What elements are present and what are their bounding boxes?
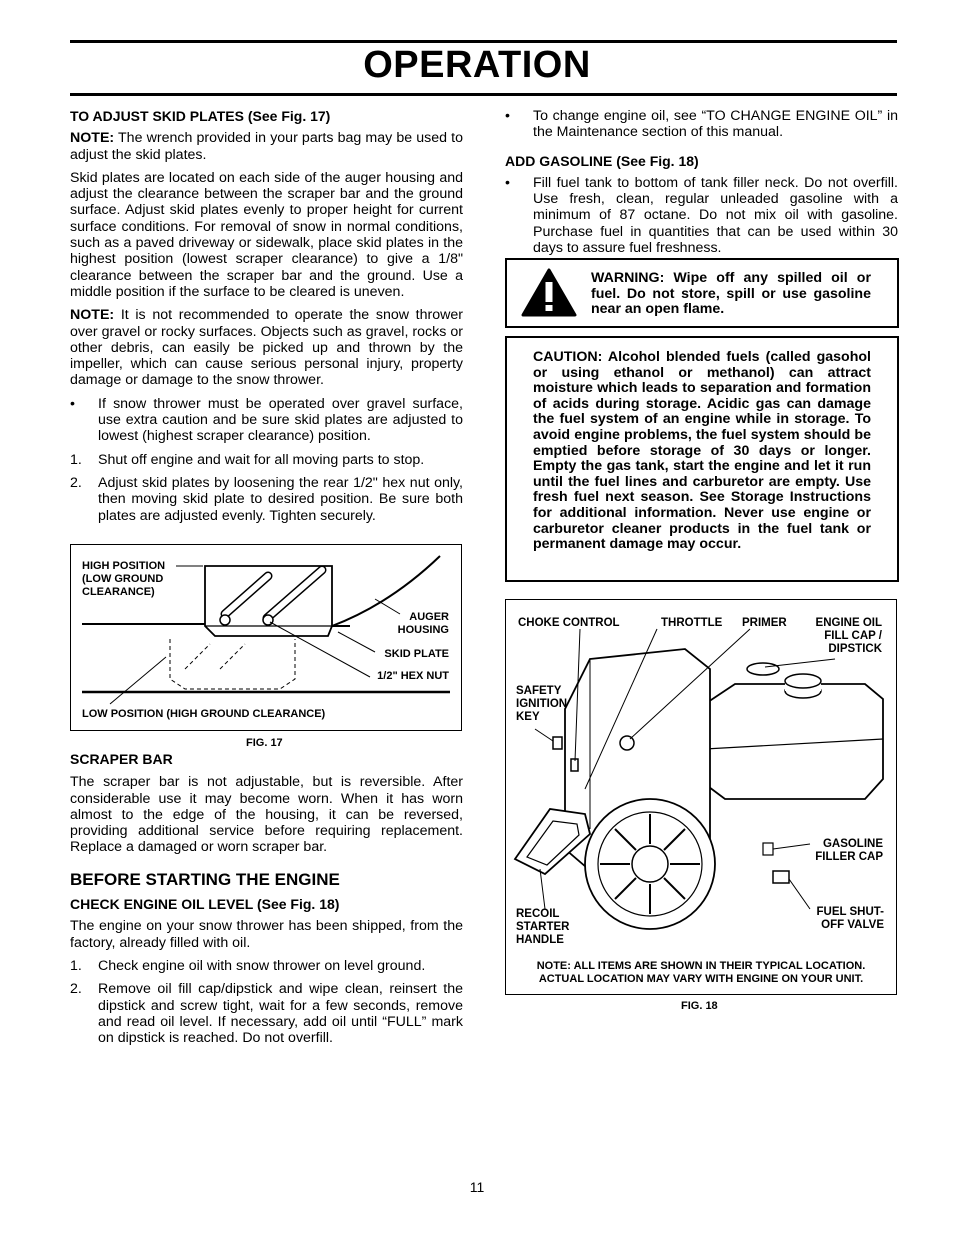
gasoline-bullet-text: Fill fuel tank to bottom of tank filler neck. Do not overfill. Use fresh, clean, regular unleaded gasoline with a minimum of 87 octane. Do not mix oil with gasoline. Purchase fuel in quantities that can be used within 30 days to assure fuel freshness. [533, 174, 898, 257]
scraper-bar-heading: SCRAPER BAR [70, 751, 173, 767]
primer-button [620, 736, 634, 750]
fuel-shutoff-valve [773, 871, 789, 883]
before-starting-heading: BEFORE STARTING THE ENGINE [70, 869, 340, 889]
label-low-position: LOW POSITION (HIGH GROUND CLEARANCE) [82, 708, 326, 720]
page-title: OPERATION [363, 44, 591, 86]
step-number: 1. [70, 957, 82, 974]
step-2-text: Adjust skid plates by loosening the rear 1/2" hex nut only, then moving skid plate to desired position. Be sure both plates are adjusted evenly. Tighten securely. [98, 474, 463, 524]
fuel-tank [705, 684, 883, 799]
warning-triangle-icon [521, 268, 577, 318]
fig18-note: NOTE: ALL ITEMS ARE SHOWN IN THEIR TYPICAL LOCATION. ACTUAL LOCATION MAY VARY WITH ENGINE ON YOUR UNIT. [536, 960, 866, 985]
step-2 [70, 475, 463, 524]
label-throttle: THROTTLE [661, 617, 723, 629]
label-fuel-shutoff-valve: FUEL SHUT- OFF VALVE [816, 906, 884, 931]
choke-lever [571, 759, 578, 771]
oil-step-2 [70, 981, 463, 1046]
label-safety-ignition-key: SAFETY IGNITION KEY [516, 685, 568, 723]
step-1 [70, 452, 463, 468]
scraper-bar-paragraph: The scraper bar is not adjustable, but is reversible. After considerable use it may become worn. When it has worn almost to the edge of the housing, it can be reversed, providing additional service before requiring replacement. Replace a damaged or worn scraper bar. [70, 774, 463, 856]
change-oil-bullet [505, 108, 898, 141]
right-column-top [505, 108, 898, 263]
ignition-key [553, 737, 562, 749]
note-gravel [70, 307, 463, 388]
step-number: 1. [70, 451, 82, 468]
skid-plate-low-dashed [170, 639, 295, 689]
header-rule-bottom [70, 93, 897, 96]
label-hex-nut: 1/2" HEX NUT [377, 670, 449, 682]
oil-step-2-text: Remove oil fill cap/dipstick and wipe clean, reinsert the dipstick and screw tight, wait for a few seconds, remove and read oil level. If necessary, add oil until “FULL” mark on dipstick is reached. Do not overfill. [98, 981, 463, 1047]
check-oil-paragraph: The engine on your snow thrower has been shipped, from the factory, already filled with oil. [70, 918, 463, 951]
label-high-position: HIGH POSITION (LOW GROUND CLEARANCE) [82, 560, 166, 598]
caution-text: CAUTION: Alcohol blended fuels (called gasohol or using ethanol or methanol) can attract moisture which leads to separation and formation of acids during storage. Acidic gas can damage the fuel system of an engine while in storage. To avoid engine problems, the fuel system should be emptied before storage of 30 days or longer. Empty the gas tank, start the engine and let it run until the fuel lines and carburetor are empty. Use fresh fuel next season. See Storage Instructions for additional information. Never use engine or carburetor cleaner products in the fuel tank or permanent damage may occur. [533, 349, 871, 553]
label-auger-housing: AUGER HOUSING [397, 611, 449, 636]
skid-plates-paragraph: Skid plates are located on each side of the auger housing and adjust the clearance between the scraper bar and the ground surface. Adjust skid plates evenly to proper height for current surface conditions. For removal of snow in normal conditions, such as a paved driveway or sidewalk, place skid plates in the highest position (lowest scraper clearance) to give a 1/8" clearance between the scraper bar and the ground. Use a middle position if the surface to be cleared is uneven. [70, 169, 463, 300]
gasoline-bullet [505, 175, 898, 256]
gravel-bullet [70, 396, 463, 445]
warning-box [505, 258, 899, 328]
warning-text: WARNING: Wipe off any spilled oil or fuel. Do not store, spill or use gasoline near an open flame. [591, 270, 871, 318]
label-primer: PRIMER [742, 617, 787, 629]
label-engine-oil-cap: ENGINE OIL FILL CAP / DIPSTICK [815, 617, 882, 655]
note-wrench [70, 130, 463, 163]
change-oil-text: To change engine oil, see “TO CHANGE ENGINE OIL” in the Maintenance section of this manual. [533, 108, 898, 141]
fig18-caption: FIG. 18 [681, 1000, 718, 1012]
fig17-caption: FIG. 17 [246, 737, 283, 749]
label-skid-plate: SKID PLATE [384, 648, 449, 660]
oil-step-1-text: Check engine oil with snow thrower on level ground. [98, 957, 426, 974]
bullet-mark: • [505, 174, 510, 191]
gravel-bullet-text: If snow thrower must be operated over gravel surface, use extra caution and be sure skid plates are adjusted to lowest (highest scraper clearance) position. [98, 395, 463, 445]
page-number: 11 [469, 1179, 485, 1195]
note-label: NOTE: [70, 130, 115, 147]
oil-fill-cap [747, 663, 779, 675]
step-number: 2. [70, 981, 82, 998]
bullet-mark: • [70, 395, 75, 412]
label-gasoline-filler-cap: GASOLINE FILLER CAP [815, 838, 883, 863]
note-label: NOTE: [70, 307, 115, 324]
caution-box [505, 336, 899, 582]
oil-step-1 [70, 958, 463, 974]
skid-plates-heading: TO ADJUST SKID PLATES (See Fig. 17) [70, 108, 331, 124]
step-number: 2. [70, 474, 82, 491]
check-oil-heading: CHECK ENGINE OIL LEVEL (See Fig. 18) [70, 896, 340, 913]
left-column-top [70, 108, 463, 531]
header-rule-top [70, 40, 897, 43]
note-wrench-text: The wrench provided in your parts bag may be used to adjust the skid plates. [70, 130, 463, 163]
left-column-bottom [70, 751, 463, 1053]
label-choke-control: CHOKE CONTROL [518, 617, 620, 629]
bullet-mark: • [505, 108, 510, 124]
label-recoil-starter-handle: RECOIL STARTER HANDLE [516, 908, 570, 946]
note-gravel-text: It is not recommended to operate the snow thrower over gravel or rocky surfaces. Objects such as gravel, rocks or other debris, can easily be picked up and thrown by the impeller, which can cause serious personal injury, property damage or damage to the snow thrower. [70, 307, 463, 389]
recoil-starter-handle [515, 809, 590, 874]
step-1-text: Shut off engine and wait for all moving parts to stop. [98, 451, 425, 468]
add-gasoline-heading: ADD GASOLINE (See Fig. 18) [505, 152, 699, 169]
